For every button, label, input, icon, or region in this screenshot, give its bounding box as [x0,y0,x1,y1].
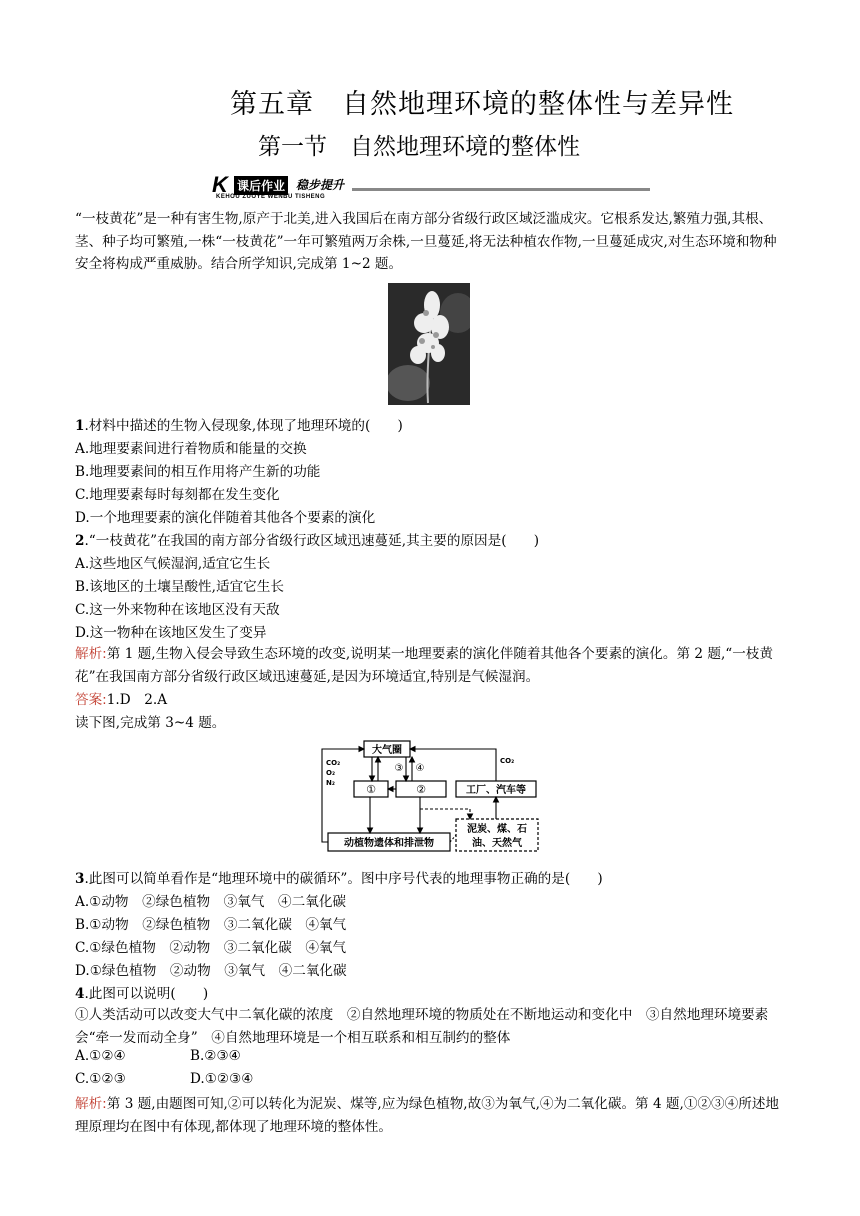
answer-1-text: 1.D 2.A [106,692,168,708]
homework-banner [212,172,652,204]
q1-option-c: C.地理要素每时每刻都在发生变化 [75,487,280,503]
q4-option-c: C.①②③ [75,1071,126,1087]
q4-option-a: A.①②④ [75,1048,126,1064]
factory-label: 工厂、汽车等 [466,785,526,796]
banner-rule [352,188,650,191]
fuel-label-1: 泥炭、煤、石 [467,824,527,835]
question-2-stem: .“一枝黄花”在我国的南方部分省级行政区域迅速蔓延,其主要的原因是( ) [84,533,540,549]
question-2-number: 2 [75,533,85,549]
analysis-1 [75,643,790,688]
question-3 [75,867,603,887]
gas-co2-right-label: CO₂ [500,757,515,765]
q1-option-a: A.地理要素间进行着物质和能量的交换 [75,441,307,457]
section-title: 第一节 自然地理环境的整体性 [258,134,580,160]
q4-option-d: D.①②③④ [190,1071,254,1087]
gas-o2-label: O₂ [326,769,336,777]
chapter-title: 第五章 自然地理环境的整体性与差异性 [230,89,734,120]
box-2-label: ② [416,783,426,796]
box-1-label: ① [366,783,376,796]
q3-option-b: B.①动物 ②绿色植物 ③二氧化碳 ④氧气 [75,917,347,933]
arrow-4-label: ④ [415,763,425,774]
question-4-stem: .此图可以说明( ) [84,986,209,1002]
question-1-number: 1 [75,418,85,434]
question-1-stem: .材料中描述的生物入侵现象,体现了地理环境的( ) [84,418,403,434]
banner-label-1: 课后作业 [234,176,288,195]
question-4-body: ①人类活动可以改变大气中二氧化碳的浓度 ②自然地理环境的物质处在不断地运动和变化中 ③自然地理环境要素会“牵一发而动全身” ④自然地理环境是一个相互联系和相互制约的整体 [75,1007,769,1046]
q4-option-b: B.②③④ [190,1048,241,1064]
question-4-number: 4 [75,986,85,1002]
answer-1 [75,688,167,708]
q2-option-d: D.这一物种在该地区发生了变异 [75,625,267,641]
q2-option-c: C.这一外来物种在该地区没有天敌 [75,602,280,618]
analysis-2-label: 解析: [75,1096,107,1112]
analysis-1-text: 第 1 题,生物入侵会导致生态环境的改变,说明某一地理要素的演化伴随着其他各个要素的演化。第 2 题,“一枝黄花”在我国南方部分省级行政区域迅速蔓延,是因为环境适宜,特别是气候湿润。 [75,646,773,685]
atmosphere-label: 大气圈 [372,745,402,756]
question-1 [75,414,403,434]
q3-option-c: C.①绿色植物 ②动物 ③二氧化碳 ④氧气 [75,940,347,956]
question-3-stem: .此图可以简单看作是“地理环境中的碳循环”。图中序号代表的地理事物正确的是( ) [84,871,603,887]
question-4 [75,982,208,1002]
q1-option-b: B.地理要素间的相互作用将产生新的功能 [75,464,321,480]
question-2 [75,529,539,549]
analysis-1-label: 解析: [75,646,107,662]
gas-co2-label: CO₂ [326,759,341,767]
gas-n2-label: N₂ [326,779,335,787]
intro-paragraph: “一枝黄花”是一种有害生物,原产于北美,进入我国后在南方部分省级行政区域泛滥成灾。它根系发达,繁殖力强,其根、茎、种子均可繁殖,一株“一枝黄花”一年可繁殖两万余株,一旦蔓延,将无法种植农作物,一旦蔓延成灾,对生态环境和物种安全将构成严重威胁。结合所学知识,完成第 1~2 题。 [75,211,777,272]
analysis-2-text: 第 3 题,由题图可知,②可以转化为泥炭、煤等,应为绿色植物,故③为氧气,④为二氧化碳。第 4 题,①②③④所述地理原理均在图中有体现,都体现了地理环境的整体性。 [75,1096,780,1135]
arrow-3-label: ③ [394,763,404,774]
q2-option-b: B.该地区的土壤呈酸性,适宜它生长 [75,579,284,595]
q3-option-a: A.①动物 ②绿色植物 ③氧气 ④二氧化碳 [75,894,347,910]
carbon-cycle-diagram [320,739,556,859]
question-3-number: 3 [75,871,85,887]
remains-label: 动植物遗体和排泄物 [344,838,434,849]
q2-option-a: A.这些地区气候湿润,适宜它生长 [75,556,271,572]
answer-1-label: 答案: [75,692,107,708]
banner-subtitle: KEHOU ZUOYE WENBU TISHENG [216,194,326,200]
fuel-label-2: 油、天然气 [472,838,522,849]
banner-label-2: 稳步提升 [296,178,345,192]
goldenrod-photo [388,283,470,405]
read-prompt: 读下图,完成第 3~4 题。 [75,715,226,731]
banner-letter: K [212,172,228,197]
analysis-2 [75,1093,790,1138]
q1-option-d: D.一个地理要素的演化伴随着其他各个要素的演化 [75,510,376,526]
q3-option-d: D.①绿色植物 ②动物 ③氧气 ④二氧化碳 [75,963,347,979]
